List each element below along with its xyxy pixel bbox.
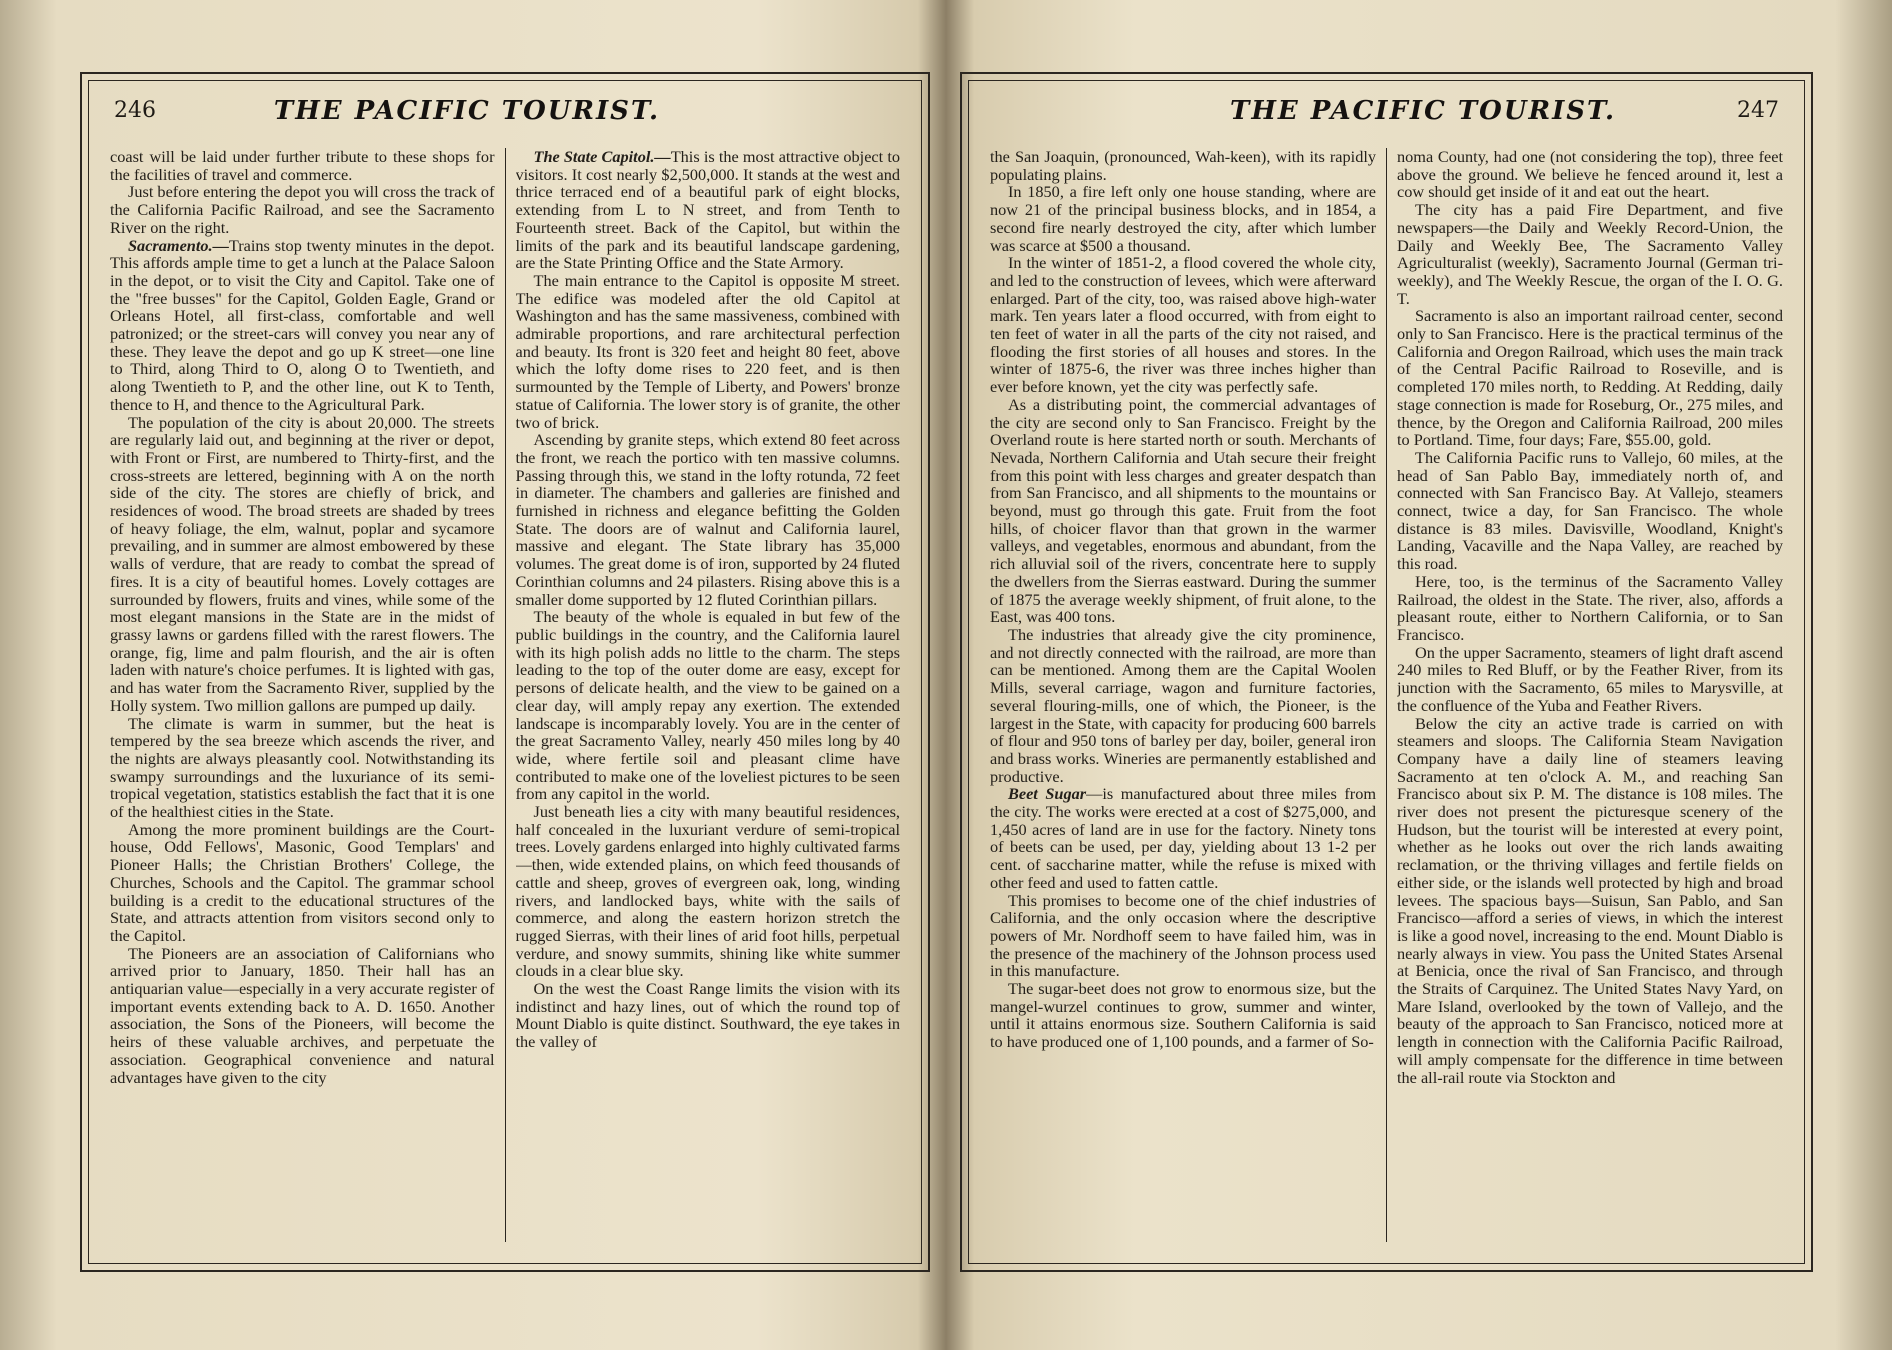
paragraph-text: Just before entering the depot you will cross the track of the California Pacific Railroad, and see the Sacramento River on the right. [110, 182, 495, 237]
paragraph-text: The city has a paid Fire Department, and five newspapers—the Daily and Weekly Record-Union, the Daily and Weekly Bee, The Sacramento Valley Agriculturalist (weekly), Sacramento Journal (German tri-weekly), and The Weekly Rescue, the organ of the I. O. G. T. [1397, 200, 1783, 308]
paragraph [516, 980, 901, 1051]
running-title: THE PACIFIC TOURIST. [273, 96, 660, 126]
paragraph [1397, 573, 1783, 644]
paragraph [990, 980, 1376, 1051]
text-column [110, 148, 495, 1242]
right-page [960, 72, 1813, 1272]
paragraph-text: In 1850, a fire left only one house standing, where are now 21 of the principal business blocks, and in 1854, a second fire nearly destroyed the city, after which lumber was scarce at $500 a thousand. [990, 182, 1376, 255]
paragraph [516, 608, 901, 803]
paragraph-text: Just beneath lies a city with many beautiful residences, half concealed in the luxuriant verdure of semi-tropical trees. Lovely gardens enlarged into highly cultivated farms—then, wide extended plains, on which feed thousands of cattle and sheep, groves of evergreen oak, long, winding rivers, and landlocked bays, white with the sails of commerce, and along the eastern horizon stretch the rugged Sierras, with their lines of arid foot hills, perpetual verdure, and snowy summits, shining like white summer clouds in a clear blue sky. [515, 802, 900, 981]
paragraph-text: The California Pacific runs to Vallejo, 60 miles, at the head of San Pablo Bay, immediately north of, and connected with San Francisco Bay. At Vallejo, steamers connect, twice a day, for San Francisco. The whole distance is 83 miles. Davisville, Woodland, Knight's Landing, Vacaville and the Napa Valley, are reached by this road. [1397, 447, 1783, 574]
paragraph-text: Trains stop twenty minutes in the depot. This affords ample time to get a lunch at the Palace Saloon in the depot, or to visit the City and Capitol. Take one of the "free busses" for the Capitol, Golden Eagle, Grand or Orleans Hotel, all first-class, comfortable and well patronized; or the street-cars will convey you near any of these. They leave the depot and go up K street—one line to Third, along Third to O, along O to Twentieth, and along Twentieth to P, and the other line, out K to Tenth, thence to H, and thence to the Agricultural Park. [110, 235, 495, 414]
paragraph [1397, 449, 1783, 573]
paragraph-text: On the upper Sacramento, steamers of light draft ascend 240 miles to Red Bluff, or by the Feather River, from its junction with the Sacramento, 65 miles to Marysville, at the confluence of the Yuba and Feather Rivers. [1397, 642, 1783, 715]
paragraph [1397, 201, 1783, 307]
paragraph [110, 821, 495, 945]
section-heading: Sacramento.— [128, 235, 229, 255]
paragraph [516, 148, 901, 272]
paragraph-text: This promises to become one of the chief industries of California, and the only occasion where the descriptive powers of Mr. Nordhoff seem to have failed him, was in the presence of the machinery of the Johnson process used in this manufacture. [990, 890, 1376, 981]
paragraph [1397, 644, 1783, 715]
paragraph [1397, 715, 1783, 1087]
page-number: 246 [114, 98, 156, 123]
paragraph [110, 183, 495, 236]
paragraph [516, 431, 901, 608]
paragraph [516, 272, 901, 431]
paragraph-text: As a distributing point, the commercial advantages of the city are second only to San Francisco. Freight by the Overland route is here started north or south. Merchants of Nevada, Northern California and Utah secure their freight from this point with less charges and greater despatch than from San Francisco, and all shipments to the mountains or beyond, must go through this gate. Fruit from the foot hills, of choicer flavor than that grown in the warmer valleys, and vegetables, enormous and abundant, from the rich alluvial soil of the rivers, concentrate here to supply the dwellers from the Sierras eastward. During the summer of 1875 the average weekly shipment, of fruit alone, to the East, was 400 tons. [990, 394, 1376, 627]
paragraph-text: This is the most attractive object to visitors. It cost nearly $2,500,000. It stands at the west and thrice terraced end of a beautiful park of eight blocks, extending from L to N street, and from Tenth to Fourteenth street. Back of the Capitol, but within the limits of the park and its beautiful landscape gardening, are the State Printing Office and the State Armory. [515, 148, 900, 273]
paragraph [990, 254, 1376, 396]
text-column [990, 148, 1376, 1242]
paragraph-text: The population of the city is about 20,000. The streets are regularly laid out, and beginning at the river or depot, with Front or First, are numbered to Thirty-first, and the cross-streets are lettered, beginning with A on the north side of the city. The stores are chiefly of brick, and residences of wood. The broad streets are shaded by trees of heavy foliage, the elm, walnut, poplar and sycamore prevailing, and in summer are almost embowered by these walls of verdure, that are ready to combat the spread of fires. It is a city of beautiful homes. Lovely cottages are surrounded by flowers, fruits and vines, while some of the most elegant mansions in the State are in the midst of grassy lawns or gardens filled with the rarest flowers. The orange, fig, lime and palm flourish, and the air is often laden with nature's choice perfumes. It is lighted with gas, and has water from the Sacramento River, supplied by the Holly system. Two million gallons are pumped up daily. [110, 412, 495, 715]
paragraph [516, 803, 901, 980]
paragraph-text: Among the more prominent buildings are the Court-house, Odd Fellows', Masonic, Good Templars' and Pioneer Halls; the Christian Brothers' College, the Churches, Schools and the Capitol. The grammar school building is a credit to the educational structures of the State, and attracts attention from visitors second only to the Capitol. [110, 819, 495, 945]
paragraph [110, 715, 495, 821]
paragraph [1397, 307, 1783, 449]
column-rule [505, 148, 506, 1242]
paragraph [1397, 148, 1783, 201]
paragraph-text: Here, too, is the terminus of the Sacramento Valley Railroad, the oldest in the State. The river, also, affords a pleasant route, either to Northern California, or to San Francisco. [1397, 571, 1783, 644]
paragraph-text: the San Joaquin, (pronounced, Wah-keen), with its rapidly populating plains. [990, 148, 1376, 184]
paragraph [110, 237, 495, 414]
paragraph-text: The main entrance to the Capitol is opposite M street. The edifice was modeled after the old Capitol at Washington and has the same massiveness, combined with admirable proportions, and rare architectural perfection and beauty. Its front is 320 feet and height 80 feet, above which the lofty dome rises to 220 feet, and is then surmounted by the Temple of Liberty, and Powers' bronze statue of California. The lower story is of granite, the other two of brick. [515, 270, 900, 432]
paragraph [990, 396, 1376, 626]
text-columns [990, 148, 1783, 1242]
paragraph-text: —is manufactured about three miles from the city. The works were erected at a cost of $275,000, and 1,450 acres of land are in use for the factory. Ninety tons of beets can be used, per day, yielding about 13 1-2 per cent. of saccharine matter, while the refuse is mixed with other feed and used to fatten cattle. [990, 784, 1376, 892]
section-heading: Beet Sugar [1008, 784, 1087, 804]
paragraph [990, 892, 1376, 981]
column-rule [1386, 148, 1387, 1242]
section-heading: The State Capitol.— [533, 148, 671, 166]
paragraph [110, 414, 495, 715]
paragraph [110, 148, 495, 183]
paragraph-text: Below the city an active trade is carried on with steamers and sloops. The California Steam Navigation Company have a daily line of steamers leaving Sacramento at ten o'clock A. M., and reaching San Francisco about six P. M. The distance is 108 miles. The river does not present the picturesque scenery of the Hudson, but the tourist will be interested at every point, whether as he looks out over the rich lands awaiting reclamation, or the thriving villages and fertile fields on either side, or the islands well protected by high and broad levees. The spacious bays—Suisun, San Pablo, and San Francisco—afford a series of views, in which the interest is like a good novel, increasing to the end. Mount Diablo is nearly always in view. You pass the United States Arsenal at Benicia, once the rival of San Francisco, and through the Straits of Carquinez. The United States Navy Yard, on Mare Island, overlooked by the town of Vallejo, and the beauty of the approach to San Francisco, noticed more at length in connection with the California Pacific Railroad, will amply compensate for the difference in time between the all-rail route via Stockton and [1397, 713, 1783, 1087]
paragraph-text: The beauty of the whole is equaled in but few of the public buildings in the country, and the California laurel with its high polish adds no little to the charm. The steps leading to the top of the outer dome are easy, except for persons of delicate health, and the view to be gained on a clear day, will amply repay any exertion. The extended landscape is incomparably lovely. You are in the center of the great Sacramento Valley, nearly 450 miles long by 40 wide, where fertile soil and pleasant clime have contributed to make one of the loveliest pictures to be seen from any capitol in the world. [515, 607, 900, 804]
paragraph-text: The climate is warm in summer, but the heat is tempered by the sea breeze which ascends the river, and the nights are always pleasantly cool. Notwithstanding its swampy surroundings and the luxuriance of its semi-tropical vegetation, statistics establish the fact that it is one of the healthiest cities in the State. [110, 713, 495, 822]
paragraph [110, 945, 495, 1087]
paragraph [990, 626, 1376, 785]
paragraph-text: The industries that already give the city prominence, and not directly connected with the railroad, are more than can be mentioned. Among them are the Capital Woolen Mills, several carriage, wagon and furniture factories, several flouring-mills, one of which, the Pioneer, is the largest in the State, with capacity for producing 600 barrels of flour and 950 tons of barley per day, boiler, general iron and brass works. Wineries are permanently established and productive. [990, 624, 1376, 786]
page-number: 247 [1737, 98, 1779, 123]
paragraph-text: The Pioneers are an association of Californians who arrived prior to January, 1850. Their hall has an antiquarian value—especially in a very accurate register of important events extending back to A. D. 1650. Another association, the Sons of the Pioneers, will become the heirs of these valuable archives, and perpetuate the association. Geographical convenience and natural advantages have given to the city [110, 943, 495, 1087]
paragraph [990, 148, 1376, 183]
paragraph-text: noma County, had one (not considering the top), three feet above the ground. We believe he fenced around it, lest a cow should get inside of it and eat out the heart. [1397, 148, 1783, 202]
paragraph-text: In the winter of 1851-2, a flood covered the whole city, and led to the construction of levees, which were afterward enlarged. Part of the city, too, was raised above high-water mark. Ten years later a flood occurred, with from eight to ten feet of water in all the parts of the city not raised, and flooding the first stories of all houses and stores. In the winter of 1875-6, the river was three inches higher than ever before known, yet the city was perfectly safe. [990, 253, 1376, 397]
page-header [110, 96, 900, 136]
paragraph [990, 785, 1376, 891]
text-column [1397, 148, 1783, 1242]
paragraph-text: Ascending by granite steps, which extend 80 feet across the front, we reach the portico with ten massive columns. Passing through this, we stand in the lofty rotunda, 72 feet in diameter. The chambers and galleries are finished and furnished in richness and elegance befitting the Golden State. The doors are of walnut and California laurel, massive and elegant. The State library has 35,000 volumes. The great dome is of iron, supported by 24 fluted Corinthian columns and 24 pilasters. Rising above this is a smaller dome supported by 12 fluted Corinthian pillars. [515, 430, 900, 609]
paragraph-text: Sacramento is also an important railroad center, second only to San Francisco. Here is the practical terminus of the California and Oregon Railroad, which uses the main track of the Central Pacific Railroad to Roseville, and is completed 170 miles north, to Redding. At Redding, daily stage connection is made for Roseburg, Or., 275 miles, and thence, by the Oregon and California Railroad, 200 miles to Portland. Time, four days; Fare, $55.00, gold. [1397, 306, 1783, 450]
paragraph-text: coast will be laid under further tribute to these shops for the facilities of travel and commerce. [110, 148, 495, 184]
left-page [80, 72, 930, 1272]
paragraph-text: On the west the Coast Range limits the vision with its indistinct and hazy lines, out of which the round top of Mount Diablo is quite distinct. Southward, the eye takes in the valley of [515, 979, 900, 1052]
paragraph [990, 183, 1376, 254]
paragraph-text: The sugar-beet does not grow to enormous size, but the mangel-wurzel continues to grow, summer and winter, until it attains enormous size. Southern California is said to have produced one of 1,100 pounds, and a farmer of So- [990, 979, 1376, 1052]
running-title: THE PACIFIC TOURIST. [1230, 96, 1617, 126]
text-columns [110, 148, 900, 1242]
text-column [516, 148, 901, 1242]
page-header [990, 96, 1783, 136]
